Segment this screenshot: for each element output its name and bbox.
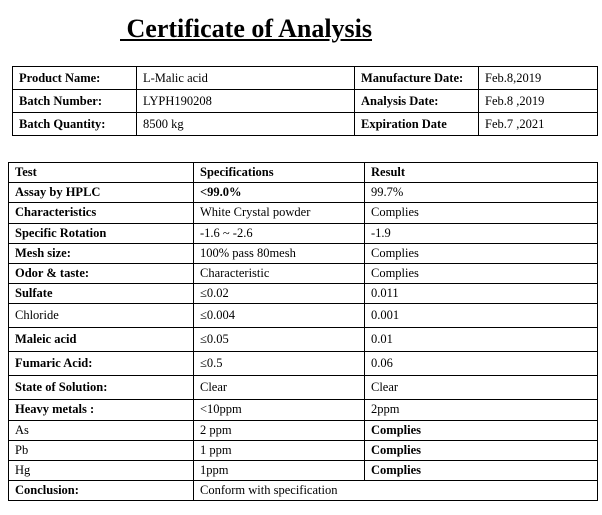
analysis-date-value: Feb.8 ,2019 — [479, 90, 598, 113]
test-name: Assay by HPLC — [9, 183, 194, 203]
test-specification: 1ppm — [194, 460, 365, 480]
test-name: Hg — [9, 460, 194, 480]
test-specification: 2 ppm — [194, 420, 365, 440]
test-result: Complies — [365, 440, 598, 460]
expiration-date-label: Expiration Date — [355, 113, 479, 136]
conclusion-value: Conform with specification — [194, 481, 598, 501]
test-specification: ≤0.05 — [194, 328, 365, 352]
table-row — [9, 440, 598, 460]
conclusion-row — [9, 481, 598, 501]
expiration-date-value: Feb.7 ,2021 — [479, 113, 598, 136]
table-row — [9, 400, 598, 420]
test-result: 0.011 — [365, 284, 598, 304]
test-name: Odor & taste: — [9, 263, 194, 283]
test-result: 0.001 — [365, 304, 598, 328]
column-header-result: Result — [365, 163, 598, 183]
test-specification: 100% pass 80mesh — [194, 243, 365, 263]
test-specification: 1 ppm — [194, 440, 365, 460]
test-name: Characteristics — [9, 203, 194, 223]
table-row — [9, 263, 598, 283]
batch-quantity-value: 8500 kg — [137, 113, 355, 136]
test-name: Chloride — [9, 304, 194, 328]
test-result: Complies — [365, 263, 598, 283]
test-name: Pb — [9, 440, 194, 460]
test-specification: -1.6 ~ -2.6 — [194, 223, 365, 243]
column-header-specifications: Specifications — [194, 163, 365, 183]
table-row — [9, 284, 598, 304]
test-result: Clear — [365, 376, 598, 400]
product-name-label: Product Name: — [13, 67, 137, 90]
table-row — [9, 243, 598, 263]
manufacture-date-value: Feb.8,2019 — [479, 67, 598, 90]
product-info-row — [13, 113, 598, 136]
test-result: 2ppm — [365, 400, 598, 420]
analysis-date-label: Analysis Date: — [355, 90, 479, 113]
test-specification: White Crystal powder — [194, 203, 365, 223]
test-name: Specific Rotation — [9, 223, 194, 243]
test-result: 0.01 — [365, 328, 598, 352]
test-result: Complies — [365, 460, 598, 480]
table-row — [9, 328, 598, 352]
test-specification: ≤0.02 — [194, 284, 365, 304]
test-specification: Characteristic — [194, 263, 365, 283]
analysis-results-table — [8, 162, 598, 501]
column-header-test: Test — [9, 163, 194, 183]
test-name: Maleic acid — [9, 328, 194, 352]
test-result: Complies — [365, 203, 598, 223]
test-specification: ≤0.5 — [194, 352, 365, 376]
manufacture-date-label: Manufacture Date: — [355, 67, 479, 90]
test-specification: Clear — [194, 376, 365, 400]
test-specification: <99.0% — [194, 183, 365, 203]
table-row — [9, 203, 598, 223]
test-name: Heavy metals : — [9, 400, 194, 420]
conclusion-label: Conclusion: — [9, 481, 194, 501]
document-title: Certificate of Analysis — [120, 14, 373, 43]
test-name: As — [9, 420, 194, 440]
table-row — [9, 304, 598, 328]
test-result: Complies — [365, 420, 598, 440]
batch-quantity-label: Batch Quantity: — [13, 113, 137, 136]
batch-number-value: LYPH190208 — [137, 90, 355, 113]
product-info-row — [13, 90, 598, 113]
table-row — [9, 376, 598, 400]
table-row — [9, 460, 598, 480]
test-result: 99.7% — [365, 183, 598, 203]
table-row — [9, 223, 598, 243]
test-result: 0.06 — [365, 352, 598, 376]
test-name: Fumaric Acid: — [9, 352, 194, 376]
product-info-row — [13, 67, 598, 90]
table-row — [9, 183, 598, 203]
test-name: Sulfate — [9, 284, 194, 304]
test-name: Mesh size: — [9, 243, 194, 263]
product-info-table — [12, 66, 598, 136]
table-row — [9, 420, 598, 440]
test-specification: ≤0.004 — [194, 304, 365, 328]
table-header-row — [9, 163, 598, 183]
test-name: State of Solution: — [9, 376, 194, 400]
test-result: -1.9 — [365, 223, 598, 243]
batch-number-label: Batch Number: — [13, 90, 137, 113]
test-specification: <10ppm — [194, 400, 365, 420]
table-row — [9, 352, 598, 376]
test-result: Complies — [365, 243, 598, 263]
product-name-value: L-Malic acid — [137, 67, 355, 90]
